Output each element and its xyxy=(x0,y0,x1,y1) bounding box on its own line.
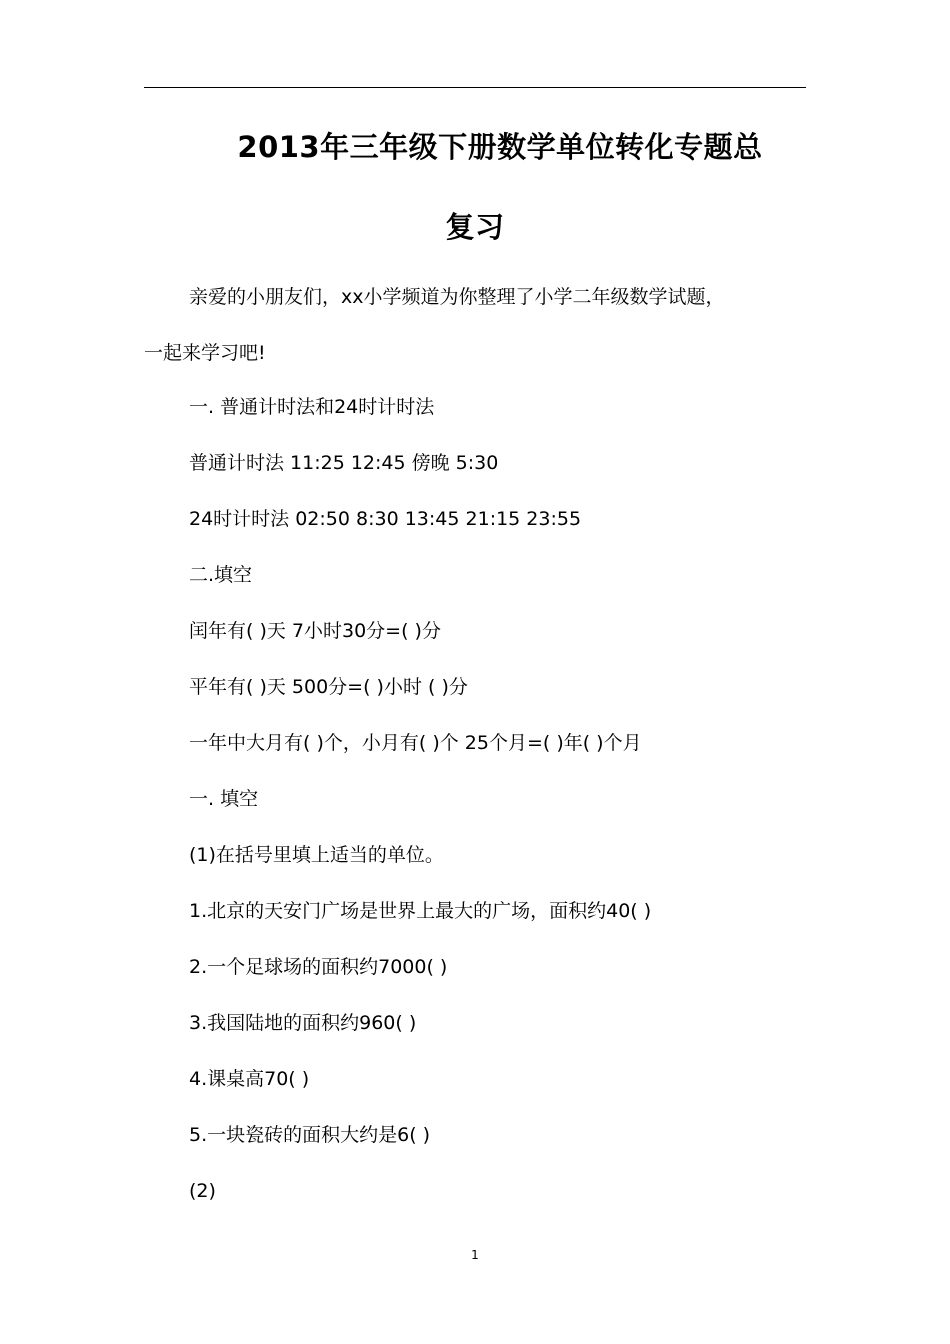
paragraph-line: 平年有( )天 500分=( )小时 ( )分 xyxy=(189,676,468,698)
intro-paragraph-line-1: 亲爱的小朋友们，xx小学频道为你整理了小学二年级数学试题， xyxy=(189,286,725,308)
question-item: 5.一块瓷砖的面积大约是6( ) xyxy=(189,1124,431,1146)
paragraph-line: 一年中大月有( )个，小月有( )个 25个月=( )年( )个月 xyxy=(189,732,642,754)
document-title-line-1: 2013年三年级下册数学单位转化专题总 xyxy=(237,130,763,164)
paragraph-line: 24时计时法 02:50 8:30 13:45 21:15 23:55 xyxy=(189,508,582,530)
question-item: 3.我国陆地的面积约960( ) xyxy=(189,1012,417,1034)
section-heading-timekeeping: 一. 普通计时法和24时计时法 xyxy=(189,396,435,418)
question-item: 4.课桌高70( ) xyxy=(189,1068,310,1090)
paragraph-line: 普通计时法 11:25 12:45 傍晚 5:30 xyxy=(189,452,499,474)
section-heading-fill-blank-2: 一. 填空 xyxy=(189,788,259,810)
question-item: 2.一个足球场的面积约7000( ) xyxy=(189,956,448,978)
intro-paragraph-line-2: 一起来学习吧! xyxy=(144,342,266,364)
page-number: 1 xyxy=(471,1248,479,1262)
paragraph-line: 闰年有( )天 7小时30分=( )分 xyxy=(189,620,441,642)
question-item: 1.北京的天安门广场是世界上最大的广场，面积约40( ) xyxy=(189,900,652,922)
header-rule xyxy=(144,87,806,88)
paragraph-line: (2) xyxy=(189,1180,216,1202)
section-heading-fill-blank: 二.填空 xyxy=(189,564,253,586)
document-title-line-2: 复习 xyxy=(445,210,505,244)
paragraph-line: (1)在括号里填上适当的单位。 xyxy=(189,844,444,866)
